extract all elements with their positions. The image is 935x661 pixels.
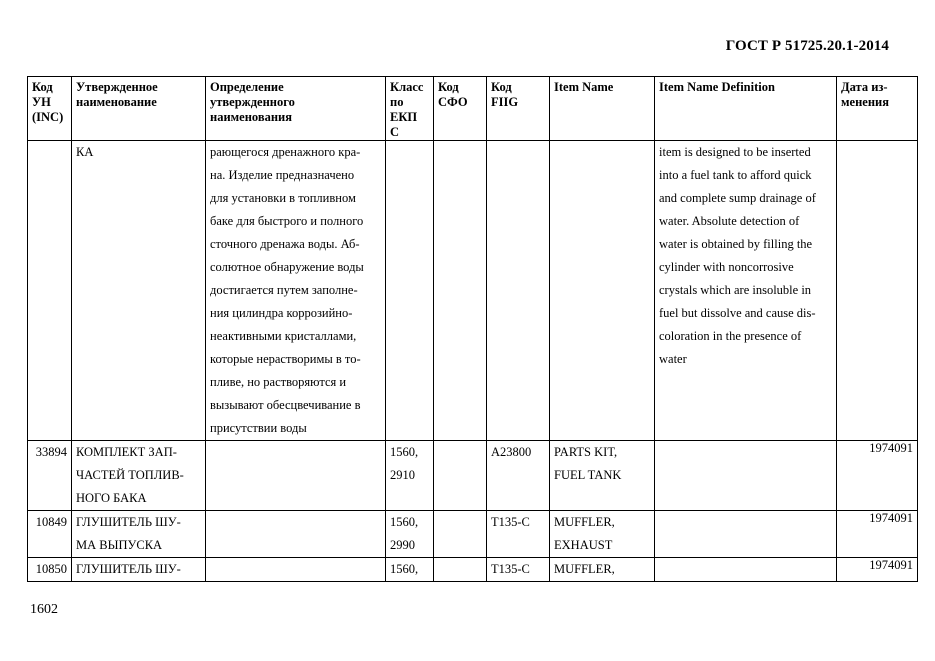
cell-change-date	[837, 141, 918, 441]
cell-text-line: вызывают обесцвечивание в	[210, 398, 361, 412]
cell-text-line: into a fuel tank to afford quick	[659, 168, 812, 182]
header-fiig	[487, 77, 550, 141]
cell-item-name-definition	[655, 441, 837, 511]
cell-text-line: НОГО БАКА	[76, 491, 147, 505]
cell-item-name-definition	[655, 558, 837, 582]
cell-text-line: присутствии воды	[210, 421, 307, 435]
header-item-name	[550, 77, 655, 141]
cell-text-line: 2990	[390, 538, 415, 552]
cell-text-line: неактивными кристаллами,	[210, 329, 357, 343]
cell-text-line: 10849	[35, 515, 67, 529]
cell-inc	[28, 558, 72, 582]
cell-class	[386, 141, 434, 441]
cell-text-line: менения	[841, 95, 889, 109]
cell-text-line: coloration in the presence of	[659, 329, 802, 343]
classification-table	[27, 76, 918, 582]
cell-text-line: по	[390, 95, 404, 109]
cell-text-line: Определение	[210, 80, 284, 94]
cell-text-line: FIIG	[491, 95, 519, 109]
cell-inc	[28, 141, 72, 441]
cell-text-line: СФО	[438, 95, 468, 109]
cell-text-line: cylinder with noncorrosive	[659, 260, 794, 274]
cell-text-line: ГЛУШИТЕЛЬ ШУ-	[76, 515, 181, 529]
header-inc	[28, 77, 72, 141]
cell-sfo	[434, 141, 487, 441]
cell-text-line: на. Изделие предназначено	[210, 168, 355, 182]
cell-text-line: рающегося дренажного кра-	[210, 145, 361, 159]
cell-text-line: fuel but dissolve and cause dis-	[659, 306, 816, 320]
cell-text-line: для установки в топливном	[210, 191, 356, 205]
cell-text-line: water. Absolute detection of	[659, 214, 800, 228]
cell-class	[386, 511, 434, 558]
cell-item-name	[550, 441, 655, 511]
cell-text-line: утвержденного	[210, 95, 295, 109]
cell-fiig	[487, 511, 550, 558]
header-definition	[206, 77, 386, 141]
cell-inc	[28, 511, 72, 558]
cell-text-line: EXHAUST	[554, 538, 613, 552]
cell-text-line: T135-C	[491, 562, 530, 576]
cell-item-name	[550, 141, 655, 441]
cell-definition	[206, 441, 386, 511]
cell-text-line: Код	[491, 80, 512, 94]
header-item-name-definition	[655, 77, 837, 141]
cell-fiig	[487, 441, 550, 511]
cell-item-name-definition	[655, 141, 837, 441]
cell-text-line: достигается путем заполне-	[210, 283, 358, 297]
cell-text-line: Дата из-	[841, 80, 888, 94]
cell-text-line: T135-C	[491, 515, 530, 529]
cell-text-line: water	[659, 352, 687, 366]
cell-text-line: ЧАСТЕЙ ТОПЛИВ-	[76, 468, 184, 482]
cell-text-line: water is obtained by filling the	[659, 237, 813, 251]
cell-approved-name	[72, 141, 206, 441]
cell-approved-name	[72, 441, 206, 511]
cell-text-line: and complete sump drainage of	[659, 191, 816, 205]
cell-text-line: Item Name Definition	[659, 80, 775, 94]
cell-inc	[28, 441, 72, 511]
cell-class	[386, 558, 434, 582]
cell-item-name-definition	[655, 511, 837, 558]
header-change-date	[837, 77, 918, 141]
cell-text-line: A23800	[491, 445, 532, 459]
cell-text-line: КОМПЛЕКТ ЗАП-	[76, 445, 177, 459]
cell-text-line: баке для быстрого и полного	[210, 214, 364, 228]
cell-text-line: 1560,	[390, 562, 419, 576]
cell-item-name	[550, 511, 655, 558]
cell-text-line: КА	[76, 145, 94, 159]
cell-text-line: Утвержденное	[76, 80, 158, 94]
cell-text-line: наименования	[210, 110, 293, 124]
cell-text-line: (INC)	[32, 110, 64, 124]
cell-approved-name	[72, 511, 206, 558]
cell-text-line: FUEL TANK	[554, 468, 622, 482]
table-row	[28, 511, 918, 558]
cell-text-line: Класс	[390, 80, 424, 94]
table-row	[28, 558, 918, 582]
cell-definition	[206, 558, 386, 582]
page-number: 1602	[30, 602, 58, 617]
cell-change-date: 1974091	[837, 558, 918, 582]
header-class	[386, 77, 434, 141]
cell-text-line: 1560,	[390, 445, 419, 459]
cell-definition	[206, 141, 386, 441]
cell-fiig	[487, 558, 550, 582]
cell-item-name	[550, 558, 655, 582]
document-standard-number: ГОСТ Р 51725.20.1-2014	[725, 38, 889, 54]
cell-approved-name	[72, 558, 206, 582]
cell-text-line: Код	[438, 80, 459, 94]
cell-text-line: УН	[32, 95, 51, 109]
cell-text-line: Item Name	[554, 80, 614, 94]
header-approved-name	[72, 77, 206, 141]
cell-definition	[206, 511, 386, 558]
cell-text-line: ния цилиндра коррозийно-	[210, 306, 353, 320]
cell-change-date: 1974091	[837, 511, 918, 558]
cell-text-line: PARTS KIT,	[554, 445, 618, 459]
cell-text-line: ЕКП	[390, 110, 418, 124]
cell-change-date: 1974091	[837, 441, 918, 511]
cell-text-line: сточного дренажа воды. Аб-	[210, 237, 360, 251]
cell-class	[386, 441, 434, 511]
cell-text-line: которые нерастворимы в то-	[210, 352, 361, 366]
cell-text-line: MUFFLER,	[554, 562, 615, 576]
cell-text-line: 2910	[390, 468, 415, 482]
cell-text-line: Код	[32, 80, 53, 94]
cell-sfo	[434, 511, 487, 558]
cell-text-line: пливе, но растворяются и	[210, 375, 347, 389]
cell-fiig	[487, 141, 550, 441]
cell-sfo	[434, 558, 487, 582]
cell-text-line: 33894	[35, 445, 67, 459]
cell-text-line: ГЛУШИТЕЛЬ ШУ-	[76, 562, 181, 576]
cell-text-line: С	[390, 125, 400, 139]
cell-text-line: солютное обнаружение воды	[210, 260, 364, 274]
cell-text-line: наименование	[76, 95, 157, 109]
table-row	[28, 441, 918, 511]
table-row	[28, 141, 918, 441]
cell-text-line: 10850	[35, 562, 67, 576]
cell-text-line: MUFFLER,	[554, 515, 615, 529]
cell-text-line: item is designed to be inserted	[659, 145, 811, 159]
cell-text-line: crystals which are insoluble in	[659, 283, 812, 297]
header-sfo	[434, 77, 487, 141]
cell-sfo	[434, 441, 487, 511]
cell-text-line: 1560,	[390, 515, 419, 529]
table-header-row	[28, 77, 918, 141]
cell-text-line: МА ВЫПУСКА	[76, 538, 163, 552]
